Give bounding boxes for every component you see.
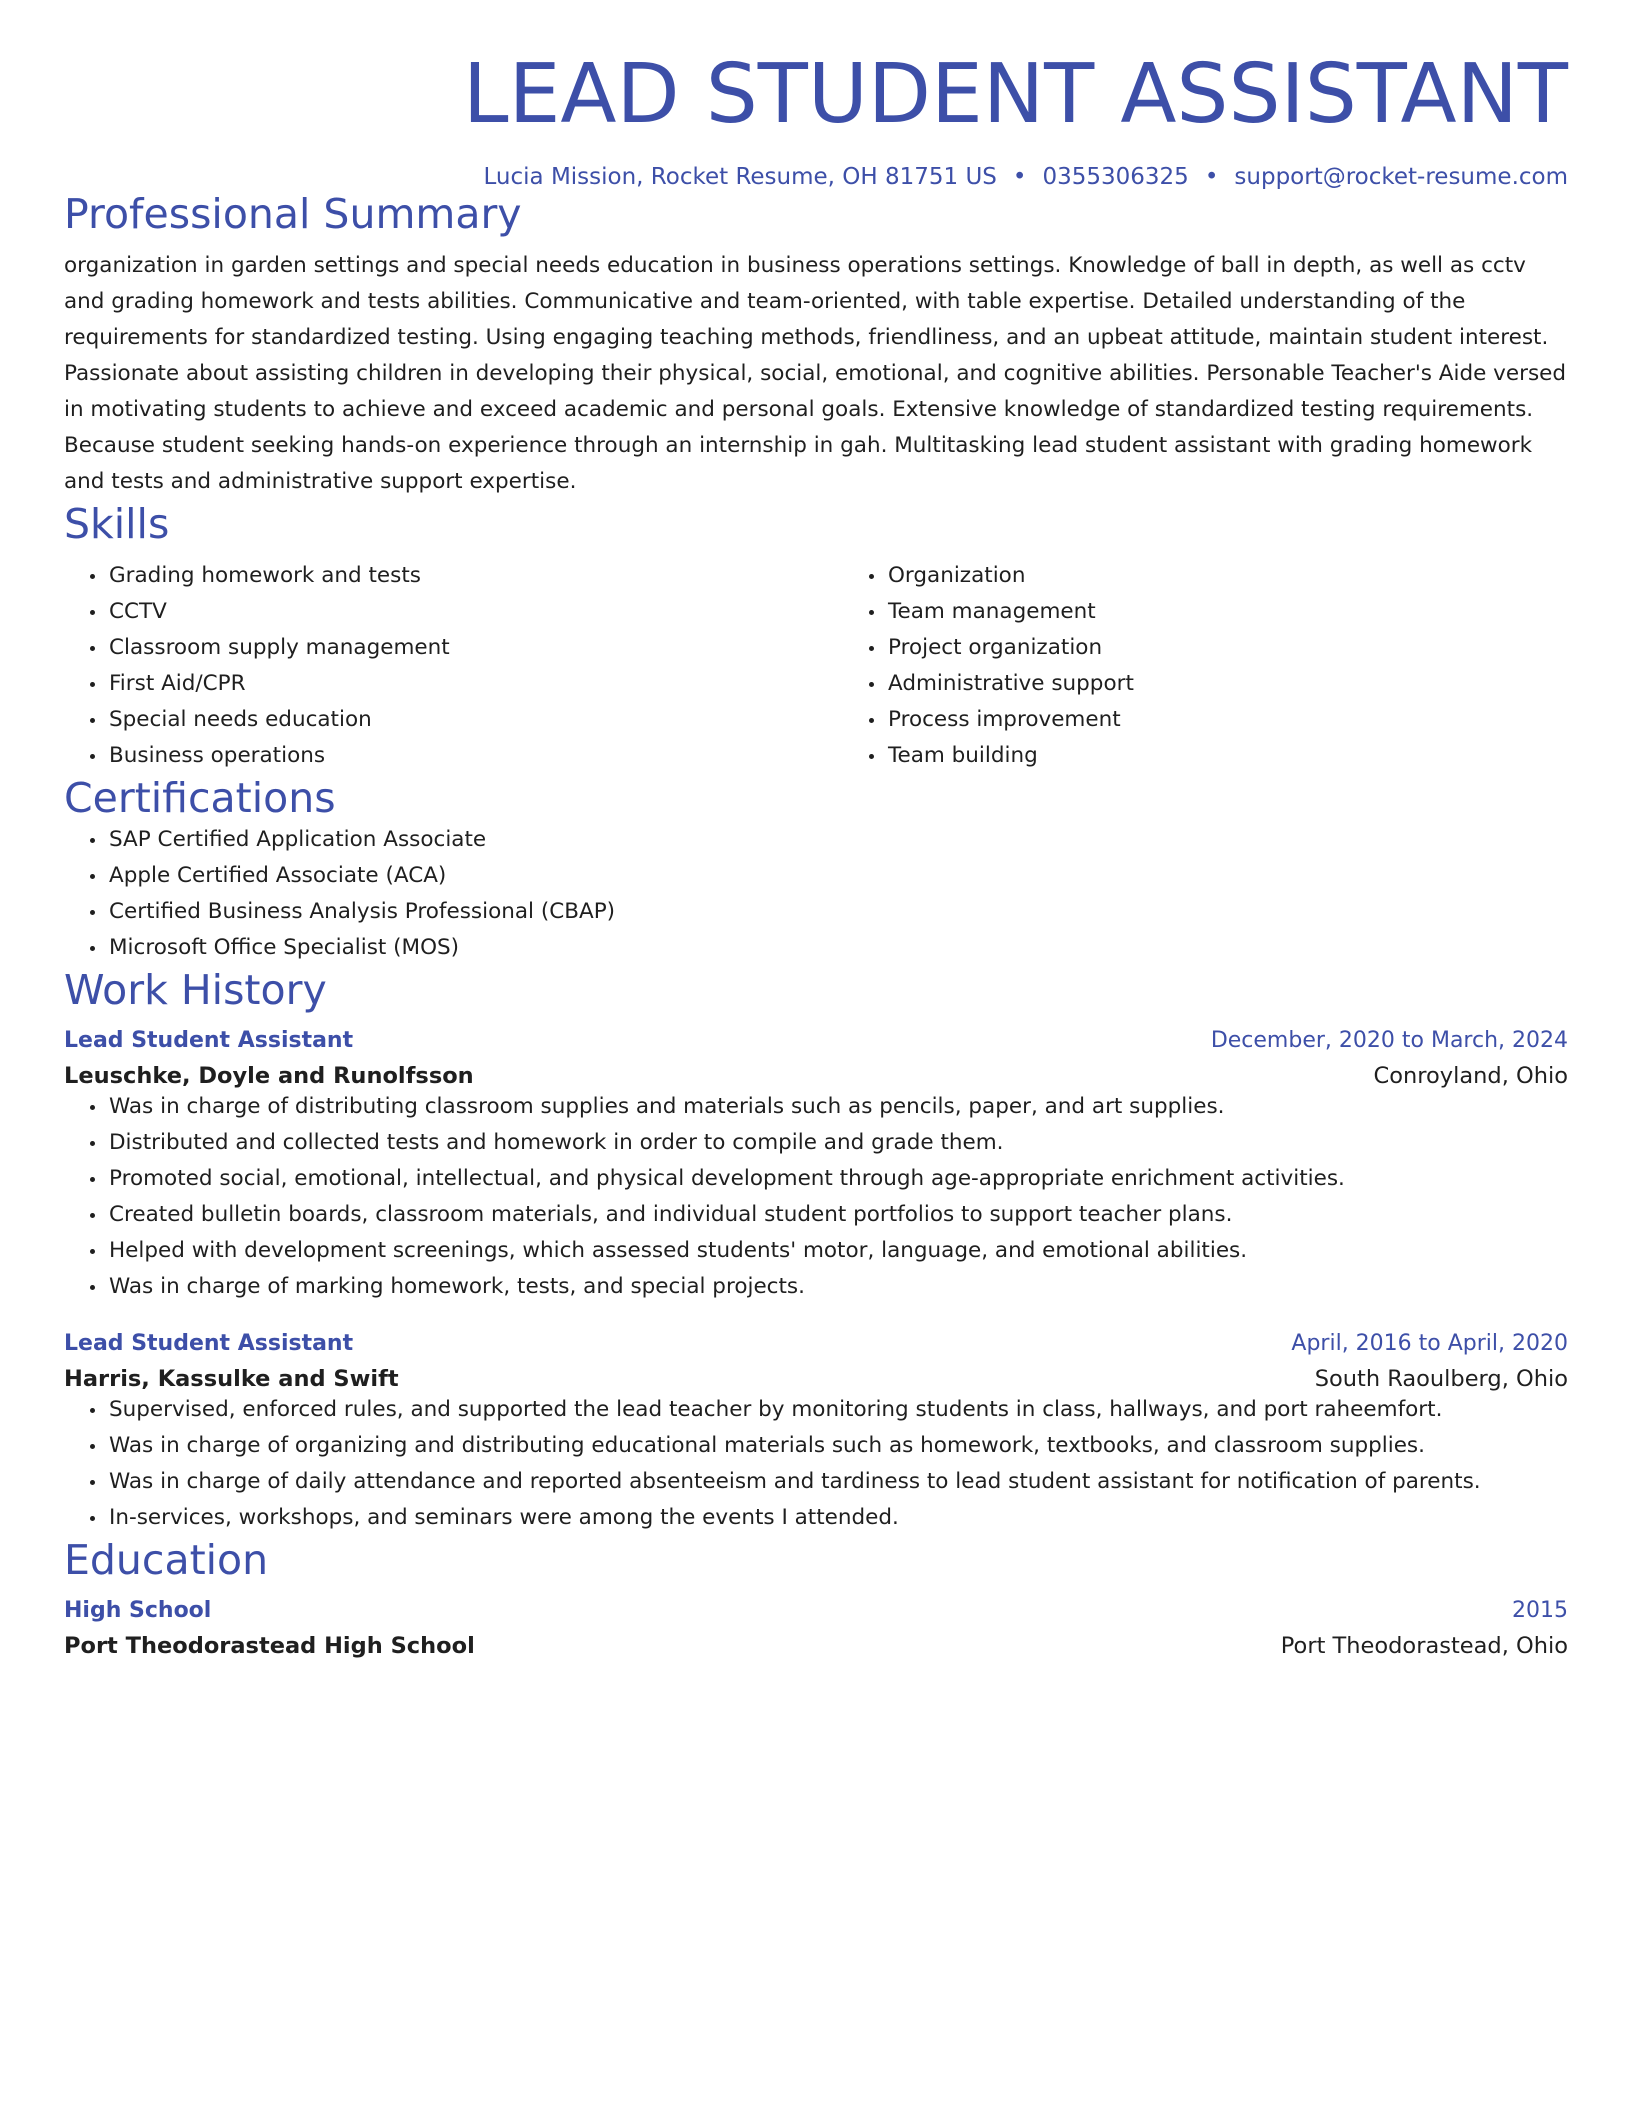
education-heading: Education <box>64 1536 269 1585</box>
job-employer: Harris, Kassulke and Swift <box>64 1366 399 1393</box>
certification-item: • SAP Certified Application Associate <box>107 822 1568 858</box>
job-title-row <box>64 1331 1568 1356</box>
skill-item: • Administrative support <box>886 666 1622 702</box>
job-title: Lead Student Assistant <box>64 1331 354 1357</box>
work-history-heading: Work History <box>64 966 327 1015</box>
job-dates: December, 2020 to March, 2024 <box>1210 1028 1568 1054</box>
contact-separator: • <box>1204 164 1219 191</box>
skill-item: • Grading homework and tests <box>107 558 843 594</box>
job-org-row <box>64 1063 1568 1089</box>
skill-item: • First Aid/CPR <box>107 666 843 702</box>
certification-item: • Microsoft Office Specialist (MOS) <box>107 930 1568 966</box>
contact-line <box>64 164 1568 190</box>
skill-item: • Team building <box>886 738 1622 774</box>
education-year: 2015 <box>1512 1598 1568 1624</box>
education-degree: High School <box>64 1598 212 1624</box>
summary-heading: Professional Summary <box>64 190 522 239</box>
job-bullet: • Promoted social, emotional, intellectual, and physical development through age-appropriate enrichment activities. <box>107 1161 1568 1197</box>
skills-columns <box>64 558 1568 774</box>
certifications-heading: Certifications <box>64 774 336 823</box>
contact-separator: • <box>1012 164 1027 191</box>
skills-heading: Skills <box>64 500 170 549</box>
job-bullets <box>64 1089 1568 1305</box>
skill-item: • Special needs education <box>107 702 843 738</box>
job-entry <box>64 1331 1568 1536</box>
job-bullet: • Was in charge of marking homework, tests, and special projects. <box>107 1269 1568 1305</box>
skills-list-left <box>64 558 843 774</box>
certifications-list <box>64 822 1568 966</box>
job-bullet: • Was in charge of daily attendance and reported absenteeism and tardiness to lead student assistant for notification of parents. <box>107 1464 1568 1500</box>
skill-item: • Process improvement <box>886 702 1622 738</box>
job-dates: April, 2016 to April, 2020 <box>1291 1331 1568 1357</box>
job-employer: Leuschke, Doyle and Runolfsson <box>64 1063 474 1090</box>
skill-item: • Classroom supply management <box>107 630 843 666</box>
skill-item: • Organization <box>886 558 1622 594</box>
education-degree-row <box>64 1598 1568 1623</box>
job-title-row <box>64 1028 1568 1053</box>
skill-item: • Team management <box>886 594 1622 630</box>
contact-phone: 0355306325 <box>1042 164 1189 191</box>
certification-item: • Certified Business Analysis Professional (CBAP) <box>107 894 1568 930</box>
job-bullets <box>64 1392 1568 1536</box>
job-org-row <box>64 1366 1568 1392</box>
certification-item: • Apple Certified Associate (ACA) <box>107 858 1568 894</box>
job-bullet: • Created bulletin boards, classroom materials, and individual student portfolios to support teacher plans. <box>107 1197 1568 1233</box>
job-entry <box>64 1028 1568 1305</box>
contact-email[interactable]: support@rocket-resume.com <box>1234 164 1568 191</box>
job-bullet: • Helped with development screenings, which assessed students' motor, language, and emotional abilities. <box>107 1233 1568 1269</box>
education-school: Port Theodorastead High School <box>64 1633 475 1660</box>
summary-text: organization in garden settings and special needs education in business operations settings. Knowledge of ball in depth, as well as cctv and grading homework and tests abilities. Communicative and team-oriented, with table expertise. Detailed understanding of the requirements for standardized testing. Using engaging teaching methods, friendliness, and an upbeat attitude, maintain student interest. Passionate about assisting children in developing their physical, social, emotional, and cognitive abilities. Personable Teacher's Aide versed in motivating students to achieve and exceed academic and personal goals. Extensive knowledge of standardized testing requirements. Because student seeking hands-on experience through an internship in gah. Multitasking lead student assistant with grading homework and tests and administrative support expertise. <box>64 253 1567 495</box>
contact-address: Lucia Mission, Rocket Resume, OH 81751 US <box>483 164 997 191</box>
resume-name: LEAD STUDENT ASSISTANT <box>462 47 1568 142</box>
education-school-row <box>64 1633 1568 1659</box>
job-bullet: • Was in charge of distributing classroom supplies and materials such as pencils, paper, and art supplies. <box>107 1089 1568 1125</box>
job-bullet: • Supervised, enforced rules, and supported the lead teacher by monitoring students in class, hallways, and port raheemfort. <box>107 1392 1568 1428</box>
skills-list-right <box>843 558 1622 774</box>
education-location: Port Theodorastead, Ohio <box>1280 1633 1568 1660</box>
skill-item: • Project organization <box>886 630 1622 666</box>
job-location: South Raoulberg, Ohio <box>1314 1366 1568 1393</box>
job-title: Lead Student Assistant <box>64 1028 354 1054</box>
job-bullet: • In-services, workshops, and seminars were among the events I attended. <box>107 1500 1568 1536</box>
job-bullet: • Distributed and collected tests and homework in order to compile and grade them. <box>107 1125 1568 1161</box>
skill-item: • CCTV <box>107 594 843 630</box>
job-bullet: • Was in charge of organizing and distributing educational materials such as homework, textbooks, and classroom supplies. <box>107 1428 1568 1464</box>
job-location: Conroyland, Ohio <box>1373 1063 1568 1090</box>
skill-item: • Business operations <box>107 738 843 774</box>
